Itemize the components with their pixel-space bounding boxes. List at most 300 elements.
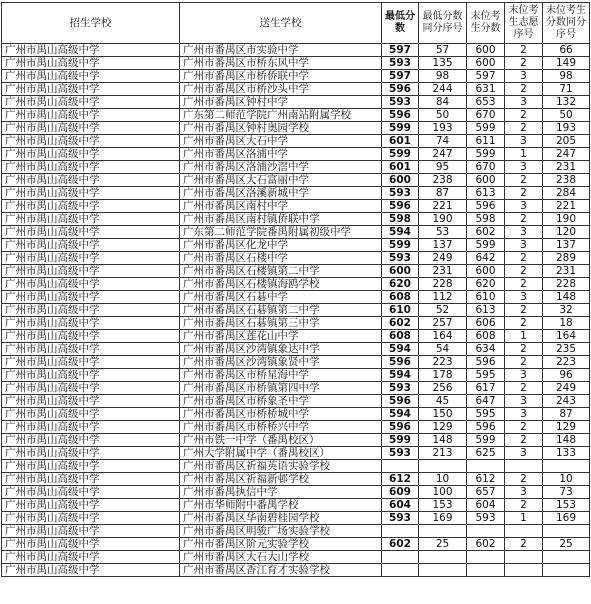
last-preference-rank-cell: 3 [505, 369, 543, 382]
recruiting-school-cell: 广州市禺山高级中学 [2, 252, 180, 265]
recruiting-school-cell: 广州市禺山高级中学 [2, 434, 180, 447]
last-score-tie-rank-cell: 238 [543, 174, 590, 187]
header-recruiting-school: 招生学校 [2, 3, 180, 44]
last-score-tie-rank-cell: 284 [543, 187, 590, 200]
min-score-tie-rank-cell: 10 [419, 473, 467, 486]
sending-school-cell: 广州市番禺执信中学 [180, 486, 382, 499]
last-preference-rank-cell: 2 [505, 252, 543, 265]
recruiting-school-cell: 广州市禺山高级中学 [2, 564, 180, 577]
last-score-cell: 642 [467, 252, 505, 265]
min-score-cell: 593 [382, 57, 419, 70]
table-row [2, 564, 590, 577]
last-preference-rank-cell: 2 [505, 499, 543, 512]
last-score-tie-rank-cell: 149 [543, 57, 590, 70]
min-score-cell: 594 [382, 226, 419, 239]
admission-score-sheet [1, 2, 590, 577]
header-min-score-tie-rank: 最低分数同分序号 [419, 3, 467, 44]
last-preference-rank-cell: 2 [505, 317, 543, 330]
sending-school-cell: 广州市番禺区沙湾镇象贤中学 [180, 356, 382, 369]
table-row [2, 278, 590, 291]
sending-school-cell: 广州市番禺区化龙中学 [180, 239, 382, 252]
min-score-tie-rank-cell: 247 [419, 148, 467, 161]
last-score-tie-rank-cell: 243 [543, 395, 590, 408]
min-score-tie-rank-cell: 238 [419, 174, 467, 187]
last-score-tie-rank-cell: 32 [543, 304, 590, 317]
table-row [2, 512, 590, 525]
min-score-cell: 596 [382, 395, 419, 408]
table-row [2, 434, 590, 447]
last-score-cell: 595 [467, 369, 505, 382]
last-score-cell: 612 [467, 473, 505, 486]
table-row [2, 57, 590, 70]
last-score-tie-rank-cell: 164 [543, 330, 590, 343]
last-preference-rank-cell: 2 [505, 109, 543, 122]
table-row [2, 70, 590, 83]
table-row [2, 408, 590, 421]
last-score-cell: 604 [467, 499, 505, 512]
min-score-tie-rank-cell: 153 [419, 499, 467, 512]
last-preference-rank-cell: 2 [505, 538, 543, 551]
recruiting-school-cell: 广州市禺山高级中学 [2, 148, 180, 161]
last-score-cell: 657 [467, 486, 505, 499]
last-score-tie-rank-cell: 223 [543, 356, 590, 369]
sending-school-cell: 广东第二师范学院番禺附属初级中学 [180, 226, 382, 239]
sending-school-cell: 广州市番禺区洛浦沙滘中学 [180, 161, 382, 174]
table-row [2, 499, 590, 512]
recruiting-school-cell: 广州市禺山高级中学 [2, 226, 180, 239]
table-row [2, 174, 590, 187]
header-last-score-tie-rank: 末位考生分数同分序号 [543, 3, 590, 44]
last-preference-rank-cell: 3 [505, 70, 543, 83]
last-score-cell: 600 [467, 57, 505, 70]
sending-school-cell: 广州市番禺区大石中学 [180, 135, 382, 148]
last-preference-rank-cell: 2 [505, 473, 543, 486]
last-score-tie-rank-cell: 50 [543, 109, 590, 122]
table-row [2, 109, 590, 122]
last-score-tie-rank-cell: 73 [543, 486, 590, 499]
last-score-cell: 631 [467, 83, 505, 96]
sending-school-cell: 广州大学附属中学（番禺校区） [180, 447, 382, 460]
last-score-cell: 596 [467, 421, 505, 434]
min-score-tie-rank-cell: 231 [419, 265, 467, 278]
table-row [2, 187, 590, 200]
last-score-cell: 606 [467, 317, 505, 330]
recruiting-school-cell: 广州市禺山高级中学 [2, 122, 180, 135]
table-row [2, 382, 590, 395]
min-score-cell: 599 [382, 434, 419, 447]
last-score-tie-rank-cell [543, 551, 590, 564]
last-score-tie-rank-cell: 205 [543, 135, 590, 148]
sending-school-cell: 广州市番禺区华南碧桂园学校 [180, 512, 382, 525]
last-preference-rank-cell: 3 [505, 96, 543, 109]
min-score-tie-rank-cell: 74 [419, 135, 467, 148]
recruiting-school-cell: 广州市禺山高级中学 [2, 57, 180, 70]
min-score-cell: 600 [382, 265, 419, 278]
last-preference-rank-cell: 2 [505, 343, 543, 356]
min-score-tie-rank-cell: 112 [419, 291, 467, 304]
last-preference-rank-cell: 1 [505, 148, 543, 161]
sending-school-cell: 广州市番禺区石碁中学 [180, 291, 382, 304]
last-preference-rank-cell: 3 [505, 395, 543, 408]
recruiting-school-cell: 广州市禺山高级中学 [2, 499, 180, 512]
table-row [2, 83, 590, 96]
sending-school-cell: 广东第二师范学院广州南站附属学校 [180, 109, 382, 122]
sending-school-cell: 广州市华师附中番禺学校 [180, 499, 382, 512]
sending-school-cell: 广州市番禺区明骏广场实验学校 [180, 525, 382, 538]
recruiting-school-cell: 广州市禺山高级中学 [2, 343, 180, 356]
min-score-cell: 596 [382, 421, 419, 434]
last-score-tie-rank-cell [543, 564, 590, 577]
header-sending-school: 送生学校 [180, 3, 382, 44]
recruiting-school-cell: 广州市禺山高级中学 [2, 486, 180, 499]
last-score-cell: 610 [467, 291, 505, 304]
last-score-cell: 597 [467, 70, 505, 83]
min-score-cell: 593 [382, 187, 419, 200]
last-score-tie-rank-cell: 228 [543, 278, 590, 291]
min-score-cell: 601 [382, 135, 419, 148]
last-score-tie-rank-cell: 96 [543, 369, 590, 382]
last-score-tie-rank-cell: 148 [543, 291, 590, 304]
last-score-tie-rank-cell: 137 [543, 239, 590, 252]
table-row [2, 291, 590, 304]
recruiting-school-cell: 广州市禺山高级中学 [2, 421, 180, 434]
min-score-cell: 602 [382, 317, 419, 330]
table-row [2, 525, 590, 538]
last-score-tie-rank-cell: 18 [543, 317, 590, 330]
sending-school-cell: 广州市番禺区沙湾镇象达中学 [180, 343, 382, 356]
min-score-cell: 612 [382, 473, 419, 486]
last-score-cell [467, 551, 505, 564]
last-score-cell: 620 [467, 278, 505, 291]
last-score-tie-rank-cell: 148 [543, 434, 590, 447]
min-score-tie-rank-cell: 25 [419, 538, 467, 551]
min-score-tie-rank-cell: 150 [419, 408, 467, 421]
min-score-cell: 594 [382, 343, 419, 356]
last-score-tie-rank-cell: 71 [543, 83, 590, 96]
table-row [2, 213, 590, 226]
last-score-cell: 596 [467, 200, 505, 213]
recruiting-school-cell: 广州市禺山高级中学 [2, 291, 180, 304]
recruiting-school-cell: 广州市禺山高级中学 [2, 83, 180, 96]
last-preference-rank-cell: 1 [505, 512, 543, 525]
last-preference-rank-cell: 2 [505, 213, 543, 226]
sending-school-cell: 广州市番禺区市桥沙头中学 [180, 83, 382, 96]
recruiting-school-cell: 广州市禺山高级中学 [2, 278, 180, 291]
sending-school-cell: 广州市番禺区钟村奥园学校 [180, 122, 382, 135]
table-row [2, 473, 590, 486]
sending-school-cell: 广州市番禺区祈福新邨学校 [180, 473, 382, 486]
table-row [2, 538, 590, 551]
last-score-tie-rank-cell: 66 [543, 44, 590, 57]
min-score-tie-rank-cell: 193 [419, 122, 467, 135]
recruiting-school-cell: 广州市禺山高级中学 [2, 304, 180, 317]
recruiting-school-cell: 广州市禺山高级中学 [2, 382, 180, 395]
last-score-tie-rank-cell: 249 [543, 382, 590, 395]
last-score-cell: 600 [467, 265, 505, 278]
last-preference-rank-cell: 2 [505, 421, 543, 434]
min-score-cell: 594 [382, 408, 419, 421]
table-row [2, 200, 590, 213]
last-preference-rank-cell [505, 460, 543, 473]
min-score-tie-rank-cell: 256 [419, 382, 467, 395]
last-preference-rank-cell: 3 [505, 135, 543, 148]
last-preference-rank-cell [505, 551, 543, 564]
last-score-tie-rank-cell [543, 525, 590, 538]
last-score-tie-rank-cell: 231 [543, 161, 590, 174]
table-row [2, 122, 590, 135]
recruiting-school-cell: 广州市禺山高级中学 [2, 200, 180, 213]
table-row [2, 421, 590, 434]
min-score-tie-rank-cell: 137 [419, 239, 467, 252]
sending-school-cell: 广州市番禺区洛溪新城中学 [180, 187, 382, 200]
recruiting-school-cell: 广州市禺山高级中学 [2, 473, 180, 486]
last-preference-rank-cell: 2 [505, 44, 543, 57]
sending-school-cell: 广州市番禺区洛浦中学 [180, 148, 382, 161]
recruiting-school-cell: 广州市禺山高级中学 [2, 551, 180, 564]
last-score-tie-rank-cell: 289 [543, 252, 590, 265]
min-score-cell [382, 551, 419, 564]
recruiting-school-cell: 广州市禺山高级中学 [2, 317, 180, 330]
min-score-tie-rank-cell: 95 [419, 161, 467, 174]
last-score-tie-rank-cell: 231 [543, 265, 590, 278]
last-preference-rank-cell: 3 [505, 226, 543, 239]
min-score-cell: 599 [382, 122, 419, 135]
recruiting-school-cell: 广州市禺山高级中学 [2, 213, 180, 226]
last-score-cell: 593 [467, 512, 505, 525]
recruiting-school-cell: 广州市禺山高级中学 [2, 447, 180, 460]
min-score-cell: 608 [382, 291, 419, 304]
min-score-tie-rank-cell: 178 [419, 369, 467, 382]
last-score-cell [467, 460, 505, 473]
min-score-cell [382, 525, 419, 538]
sending-school-cell: 广州市番禺区石楼中学 [180, 252, 382, 265]
min-score-cell: 600 [382, 174, 419, 187]
header-min-score: 最低分数 [382, 3, 419, 44]
last-preference-rank-cell: 2 [505, 57, 543, 70]
last-score-cell: 634 [467, 343, 505, 356]
min-score-tie-rank-cell: 257 [419, 317, 467, 330]
recruiting-school-cell: 广州市禺山高级中学 [2, 135, 180, 148]
sending-school-cell: 广州市番禺区市桥象圣中学 [180, 395, 382, 408]
last-preference-rank-cell [505, 564, 543, 577]
table-header [2, 3, 590, 44]
last-score-cell: 647 [467, 395, 505, 408]
last-preference-rank-cell: 3 [505, 161, 543, 174]
last-score-tie-rank-cell: 129 [543, 421, 590, 434]
header-last-score: 末位考生分数 [467, 3, 505, 44]
recruiting-school-cell: 广州市禺山高级中学 [2, 265, 180, 278]
min-score-cell: 596 [382, 109, 419, 122]
sending-school-cell: 广州市番禺区大石富丽中学 [180, 174, 382, 187]
table-row [2, 135, 590, 148]
sending-school-cell: 广州市番禺区市桥东风中学 [180, 57, 382, 70]
recruiting-school-cell: 广州市禺山高级中学 [2, 369, 180, 382]
min-score-tie-rank-cell: 148 [419, 434, 467, 447]
min-score-tie-rank-cell: 57 [419, 44, 467, 57]
table-row [2, 330, 590, 343]
recruiting-school-cell: 广州市禺山高级中学 [2, 70, 180, 83]
min-score-tie-rank-cell [419, 564, 467, 577]
last-score-tie-rank-cell: 87 [543, 408, 590, 421]
min-score-tie-rank-cell: 52 [419, 304, 467, 317]
min-score-tie-rank-cell: 169 [419, 512, 467, 525]
table-row [2, 226, 590, 239]
min-score-cell: 596 [382, 83, 419, 96]
table-row [2, 356, 590, 369]
last-preference-rank-cell: 1 [505, 330, 543, 343]
last-score-tie-rank-cell: 120 [543, 226, 590, 239]
min-score-cell: 596 [382, 200, 419, 213]
last-score-tie-rank-cell: 153 [543, 499, 590, 512]
sending-school-cell: 广州市番禺区市桥桥兴中学 [180, 421, 382, 434]
table-row [2, 551, 590, 564]
last-score-tie-rank-cell: 10 [543, 473, 590, 486]
sending-school-cell: 广州市番禺区南村中学 [180, 200, 382, 213]
min-score-tie-rank-cell: 135 [419, 57, 467, 70]
last-score-cell: 599 [467, 122, 505, 135]
last-preference-rank-cell: 2 [505, 83, 543, 96]
last-score-cell: 602 [467, 226, 505, 239]
min-score-cell: 593 [382, 382, 419, 395]
min-score-cell: 599 [382, 148, 419, 161]
last-preference-rank-cell: 3 [505, 447, 543, 460]
min-score-tie-rank-cell: 50 [419, 109, 467, 122]
recruiting-school-cell: 广州市禺山高级中学 [2, 408, 180, 421]
table-row [2, 252, 590, 265]
min-score-cell: 597 [382, 70, 419, 83]
last-score-cell: 599 [467, 239, 505, 252]
min-score-tie-rank-cell: 249 [419, 252, 467, 265]
min-score-cell: 594 [382, 369, 419, 382]
sending-school-cell: 广州市番禺区阶元实验学校 [180, 538, 382, 551]
sending-school-cell: 广州市番禺区石碁镇第二中学 [180, 304, 382, 317]
min-score-cell: 599 [382, 239, 419, 252]
last-score-cell: 596 [467, 356, 505, 369]
table-row [2, 44, 590, 57]
min-score-cell: 608 [382, 330, 419, 343]
table-row [2, 369, 590, 382]
last-preference-rank-cell: 2 [505, 356, 543, 369]
min-score-cell: 602 [382, 538, 419, 551]
recruiting-school-cell: 广州市禺山高级中学 [2, 239, 180, 252]
sending-school-cell: 广州市番禺区祈福英语实验学校 [180, 460, 382, 473]
min-score-tie-rank-cell [419, 551, 467, 564]
min-score-cell [382, 460, 419, 473]
last-score-tie-rank-cell: 247 [543, 148, 590, 161]
min-score-tie-rank-cell [419, 525, 467, 538]
table-row [2, 304, 590, 317]
sending-school-cell: 广州市番禺区市桥侨联中学 [180, 70, 382, 83]
sending-school-cell: 广州市番禺区石楼镇海鸥学校 [180, 278, 382, 291]
min-score-tie-rank-cell: 213 [419, 447, 467, 460]
sending-school-cell: 广州市番禺区钟村中学 [180, 96, 382, 109]
last-preference-rank-cell: 2 [505, 278, 543, 291]
min-score-cell: 601 [382, 161, 419, 174]
sending-school-cell: 广州市番禺区市桥星海中学 [180, 369, 382, 382]
min-score-tie-rank-cell: 87 [419, 187, 467, 200]
min-score-cell: 610 [382, 304, 419, 317]
last-preference-rank-cell: 2 [505, 174, 543, 187]
last-preference-rank-cell [505, 525, 543, 538]
last-score-cell: 602 [467, 538, 505, 551]
last-score-cell [467, 564, 505, 577]
min-score-tie-rank-cell: 54 [419, 343, 467, 356]
last-score-cell: 670 [467, 109, 505, 122]
min-score-tie-rank-cell: 53 [419, 226, 467, 239]
last-score-cell: 598 [467, 213, 505, 226]
table-row [2, 239, 590, 252]
table-row [2, 343, 590, 356]
min-score-tie-rank-cell: 98 [419, 70, 467, 83]
admission-table [1, 2, 590, 577]
min-score-tie-rank-cell: 100 [419, 486, 467, 499]
recruiting-school-cell: 广州市禺山高级中学 [2, 512, 180, 525]
sending-school-cell: 广州市番禺区南村镇侨联中学 [180, 213, 382, 226]
last-preference-rank-cell: 2 [505, 122, 543, 135]
min-score-cell: 604 [382, 499, 419, 512]
last-preference-rank-cell: 3 [505, 200, 543, 213]
recruiting-school-cell: 广州市禺山高级中学 [2, 44, 180, 57]
last-score-tie-rank-cell: 25 [543, 538, 590, 551]
recruiting-school-cell: 广州市禺山高级中学 [2, 174, 180, 187]
last-preference-rank-cell: 3 [505, 486, 543, 499]
min-score-cell: 598 [382, 213, 419, 226]
last-score-cell: 599 [467, 148, 505, 161]
min-score-cell: 609 [382, 486, 419, 499]
recruiting-school-cell: 广州市禺山高级中学 [2, 460, 180, 473]
sending-school-cell: 广州市番禺区市桥镇第四中学 [180, 382, 382, 395]
last-score-tie-rank-cell: 221 [543, 200, 590, 213]
recruiting-school-cell: 广州市禺山高级中学 [2, 538, 180, 551]
recruiting-school-cell: 广州市禺山高级中学 [2, 356, 180, 369]
last-score-cell: 611 [467, 135, 505, 148]
min-score-cell: 597 [382, 44, 419, 57]
table-row [2, 265, 590, 278]
min-score-tie-rank-cell: 84 [419, 96, 467, 109]
table-row [2, 486, 590, 499]
sending-school-cell: 广州市番禺区石碁镇第三中学 [180, 317, 382, 330]
last-preference-rank-cell: 2 [505, 434, 543, 447]
recruiting-school-cell: 广州市禺山高级中学 [2, 187, 180, 200]
recruiting-school-cell: 广州市禺山高级中学 [2, 525, 180, 538]
last-score-cell: 617 [467, 382, 505, 395]
last-preference-rank-cell: 3 [505, 291, 543, 304]
last-score-tie-rank-cell: 98 [543, 70, 590, 83]
recruiting-school-cell: 广州市禺山高级中学 [2, 109, 180, 122]
sending-school-cell: 广州市番禺区市实验中学 [180, 44, 382, 57]
table-body [2, 44, 590, 577]
table-row [2, 161, 590, 174]
last-score-cell: 599 [467, 434, 505, 447]
min-score-tie-rank-cell: 45 [419, 395, 467, 408]
last-preference-rank-cell: 2 [505, 304, 543, 317]
min-score-tie-rank-cell: 228 [419, 278, 467, 291]
last-score-cell: 600 [467, 174, 505, 187]
min-score-tie-rank-cell: 221 [419, 200, 467, 213]
last-score-cell: 613 [467, 304, 505, 317]
table-row [2, 460, 590, 473]
min-score-cell: 593 [382, 447, 419, 460]
last-score-tie-rank-cell: 193 [543, 122, 590, 135]
min-score-cell: 593 [382, 252, 419, 265]
min-score-cell: 596 [382, 356, 419, 369]
min-score-tie-rank-cell: 223 [419, 356, 467, 369]
last-preference-rank-cell: 3 [505, 408, 543, 421]
last-score-cell: 670 [467, 161, 505, 174]
recruiting-school-cell: 广州市禺山高级中学 [2, 330, 180, 343]
table-row [2, 96, 590, 109]
header-last-preference-rank: 末位考生志愿序号 [505, 3, 543, 44]
